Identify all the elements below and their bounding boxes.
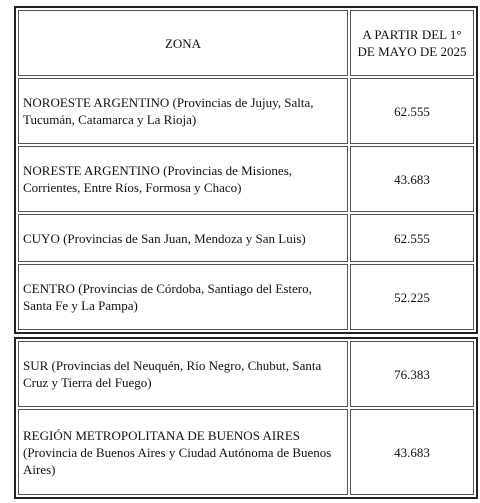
zone-cell: REGIÓN METROPOLITANA DE BUENOS AIRES (Provincia de Buenos Aires y Ciudad Autónoma de Buenos Aires) — [18, 409, 348, 495]
table-row — [18, 78, 474, 144]
table-row — [18, 214, 474, 262]
zone-cell: CENTRO (Provincias de Córdoba, Santiago del Estero, Santa Fe y La Pampa) — [18, 264, 348, 330]
header-zone: ZONA — [18, 10, 348, 76]
zone-cell: CUYO (Provincias de San Juan, Mendoza y San Luis) — [18, 214, 348, 262]
value-cell: 62.555 — [350, 214, 474, 262]
zone-table-lower — [14, 337, 478, 499]
value-cell: 62.555 — [350, 78, 474, 144]
value-cell: 52.225 — [350, 264, 474, 330]
table-row — [18, 341, 474, 407]
zone-cell: SUR (Provincias del Neuquén, Río Negro, Chubut, Santa Cruz y Tierra del Fuego) — [18, 341, 348, 407]
zone-table-upper — [14, 6, 478, 334]
value-cell: 43.683 — [350, 146, 474, 212]
table-row — [18, 409, 474, 495]
zone-cell: NOROESTE ARGENTINO (Provincias de Jujuy, Salta, Tucumán, Catamarca y La Rioja) — [18, 78, 348, 144]
header-row — [18, 10, 474, 76]
value-cell: 43.683 — [350, 409, 474, 495]
zone-cell: NORESTE ARGENTINO (Provincias de Misiones, Corrientes, Entre Ríos, Formosa y Chaco) — [18, 146, 348, 212]
value-cell: 76.383 — [350, 341, 474, 407]
table-row — [18, 264, 474, 330]
header-period: A PARTIR DEL 1° DE MAYO DE 2025 — [350, 10, 474, 76]
table-row — [18, 146, 474, 212]
